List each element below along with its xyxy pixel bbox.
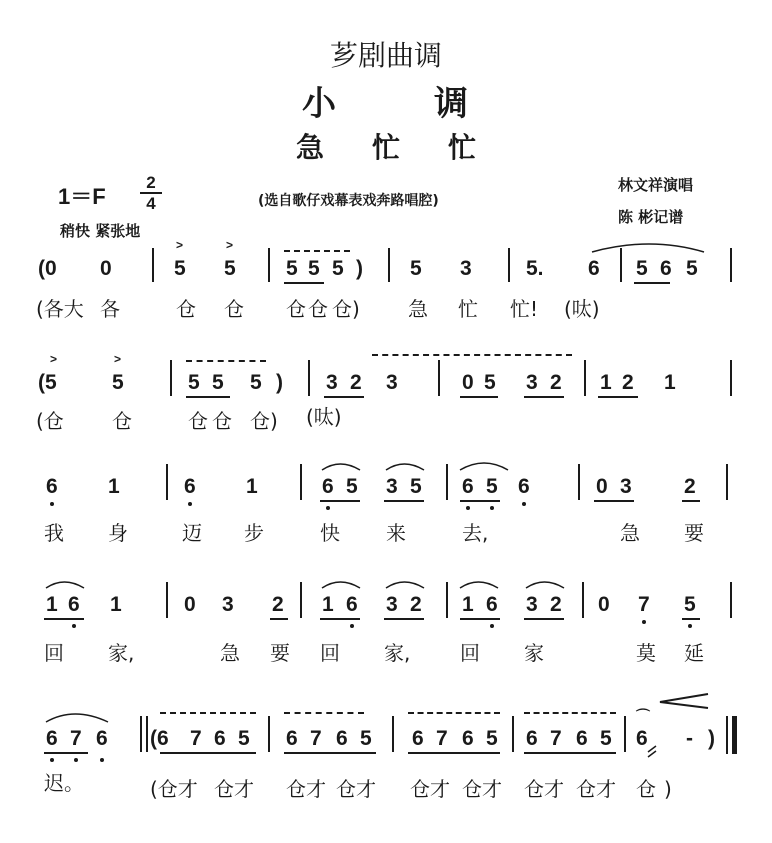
underline-beam: [682, 618, 700, 620]
underline-beam: [460, 500, 500, 502]
low-octave-dot: [188, 502, 192, 506]
title-char: 小: [302, 84, 338, 124]
note: 5: [410, 475, 422, 498]
slur-mark: [46, 714, 108, 722]
transcriber-credit: 陈 彬记谱: [618, 208, 684, 226]
note: 2: [550, 371, 562, 394]
note: 1: [664, 371, 676, 394]
lyric: 仓才: [524, 777, 564, 801]
note: 7: [550, 727, 562, 750]
time-signature: [140, 174, 162, 212]
low-octave-dot: [688, 624, 692, 628]
subtitle-char: 忙: [371, 131, 400, 164]
slur-mark: [526, 582, 564, 588]
barline: [152, 248, 154, 282]
lyric: 仓: [212, 409, 232, 433]
slur-mark: [460, 582, 498, 588]
slur-mark: [386, 464, 424, 470]
key-signature: 1＝F: [58, 184, 106, 209]
note: 6: [462, 727, 474, 750]
note: 5: [600, 727, 612, 750]
note: 0: [596, 475, 608, 498]
note: 5: [112, 371, 124, 394]
lyric: 迟。: [44, 771, 84, 795]
barline: [730, 582, 732, 618]
lyric: 急: [620, 521, 640, 545]
low-octave-dot: [466, 506, 470, 510]
underline-beam: [598, 396, 638, 398]
note: 6: [346, 593, 358, 616]
note: 2: [622, 371, 634, 394]
note: 5: [286, 257, 298, 280]
lyric: (各大: [36, 297, 84, 321]
barline: [730, 248, 732, 282]
song-title: [0, 76, 772, 125]
barline: [146, 716, 148, 752]
note: 5: [174, 257, 186, 280]
low-octave-dot: [490, 506, 494, 510]
note: 6: [660, 257, 672, 280]
underline-beam: [324, 396, 364, 398]
barline: [446, 464, 448, 500]
note: 0: [184, 593, 196, 616]
note: 5: [686, 257, 698, 280]
barline: [508, 248, 510, 282]
note: 2: [350, 371, 362, 394]
note: 5: [308, 257, 320, 280]
lyric: 仓: [176, 297, 196, 321]
underline-beam: [384, 500, 424, 502]
underline-beam: [524, 752, 616, 754]
barline: [446, 582, 448, 618]
barline: [578, 464, 580, 500]
low-octave-dot: [72, 624, 76, 628]
underline-beam: [284, 282, 324, 284]
note: 5.: [526, 257, 544, 280]
lyric: 回: [44, 641, 64, 665]
lyric: 要: [684, 521, 704, 545]
underline-beam: [460, 396, 498, 398]
time-sig-top: 2: [146, 173, 156, 192]
roll-mark: [284, 712, 364, 714]
note: (0: [38, 257, 57, 280]
barline: [438, 360, 440, 396]
note: 5: [486, 475, 498, 498]
note: 5: [636, 257, 648, 280]
note: -: [686, 727, 693, 750]
roll-mark: [160, 712, 256, 714]
lyric: 仓): [250, 409, 278, 433]
note: 6: [46, 475, 58, 498]
lyric: 家,: [108, 641, 135, 665]
lyric: 仓才: [286, 777, 326, 801]
slur-mark: [460, 463, 508, 470]
note: 3: [620, 475, 632, 498]
accent-mark: >: [176, 238, 184, 252]
accent-mark: >: [226, 238, 234, 252]
note: 1: [322, 593, 334, 616]
note: ): [708, 727, 715, 750]
final-barline: [732, 716, 737, 754]
barline: [582, 582, 584, 618]
roll-mark: [284, 250, 350, 252]
time-sig-bottom: 4: [146, 194, 156, 213]
barline: [268, 248, 270, 282]
barline: [170, 360, 172, 396]
genre-heading: 芗剧曲调: [329, 39, 442, 72]
slur-mark: [322, 464, 360, 470]
low-octave-dot: [100, 758, 104, 762]
roll-mark: [186, 360, 266, 362]
lyric: 仓: [286, 297, 306, 321]
note: (5: [38, 371, 57, 394]
lyric: 仓: [224, 297, 244, 321]
underline-beam: [524, 618, 564, 620]
lyric: ): [664, 777, 672, 801]
lyric: 要: [270, 641, 290, 665]
underline-beam: [460, 618, 500, 620]
song-subtitle: [0, 126, 772, 166]
barline: [300, 464, 302, 500]
lyric: 步: [244, 521, 264, 545]
note: 6: [486, 593, 498, 616]
title-char: 调: [434, 84, 470, 124]
lyric: 家,: [384, 641, 411, 665]
note: 6: [576, 727, 588, 750]
note: (6: [150, 727, 169, 750]
note: 3: [386, 475, 398, 498]
note: 6: [526, 727, 538, 750]
underline-beam: [44, 752, 88, 754]
lyric: 回: [320, 641, 340, 665]
note: 1: [46, 593, 58, 616]
underline-beam: [384, 618, 424, 620]
note: 2: [272, 593, 284, 616]
note: 6: [214, 727, 226, 750]
lyric: 迈: [182, 521, 202, 545]
accent-mark: >: [50, 352, 58, 366]
lyric: 身: [108, 521, 128, 545]
low-octave-dot: [490, 624, 494, 628]
barline: [166, 464, 168, 500]
underline-beam: [594, 500, 634, 502]
note: 5: [238, 727, 250, 750]
barline: [620, 248, 622, 282]
lyric: 去,: [462, 521, 489, 545]
low-octave-dot: [74, 758, 78, 762]
note: 2: [550, 593, 562, 616]
lyric: 仓: [112, 409, 132, 433]
note: 3: [386, 371, 398, 394]
underline-beam: [186, 396, 230, 398]
roll-mark: [372, 354, 572, 356]
roll-mark: [524, 712, 616, 714]
note: ): [356, 257, 363, 280]
note: 1: [462, 593, 474, 616]
low-octave-dot: [350, 624, 354, 628]
final-barline: [726, 716, 728, 754]
low-octave-dot: [50, 758, 54, 762]
note: 3: [526, 593, 538, 616]
decrescendo-hairpin: [660, 694, 708, 708]
barline: [584, 360, 586, 396]
barline: [308, 360, 310, 396]
barline: [166, 582, 168, 618]
barline: [624, 716, 626, 752]
slur-mark: [592, 244, 704, 252]
lyric: 仓才: [336, 777, 376, 801]
note: 6: [412, 727, 424, 750]
lyric: 仓才: [214, 777, 254, 801]
note: 6: [322, 475, 334, 498]
note: 0: [598, 593, 610, 616]
source-note: (选自歌仔戏幕表戏奔路唱腔): [258, 193, 439, 209]
note: 5: [346, 475, 358, 498]
underline-beam: [320, 618, 360, 620]
slur-mark: [386, 582, 424, 588]
slur-mark: [322, 582, 360, 588]
lyric: 莫: [636, 641, 656, 665]
lyric: 来: [386, 521, 406, 545]
note: 5: [212, 371, 224, 394]
lyric: 各: [100, 297, 120, 321]
note: 6: [588, 257, 600, 280]
note: 1: [246, 475, 258, 498]
note: 3: [326, 371, 338, 394]
note: 6: [46, 727, 58, 750]
note: 6: [96, 727, 108, 750]
lyric: 快: [320, 521, 340, 545]
note: 2: [410, 593, 422, 616]
note: 5: [360, 727, 372, 750]
note: 7: [436, 727, 448, 750]
lyric: (仓才: [150, 777, 198, 801]
barline: [512, 716, 514, 752]
note: 1: [600, 371, 612, 394]
underline-beam: [320, 500, 360, 502]
note: 1: [110, 593, 122, 616]
note: 0: [100, 257, 112, 280]
note: 5: [332, 257, 344, 280]
note: 7: [190, 727, 202, 750]
subtitle-char: 忙: [448, 131, 477, 164]
note: 5: [684, 593, 696, 616]
note: 5: [188, 371, 200, 394]
note: 3: [526, 371, 538, 394]
subtitle-char: 急: [295, 131, 324, 164]
tremolo-mark: [648, 746, 656, 757]
underline-beam: [270, 618, 288, 620]
lyric: 仓): [332, 297, 360, 321]
underline-beam: [284, 752, 376, 754]
underline-beam: [160, 752, 256, 754]
note: 3: [386, 593, 398, 616]
lyric: 回: [460, 641, 480, 665]
accent-mark: >: [114, 352, 122, 366]
barline: [730, 360, 732, 396]
underline-beam: [44, 618, 84, 620]
lyric: 仓才: [462, 777, 502, 801]
slur-mark: [46, 582, 84, 588]
note: 5: [250, 371, 262, 394]
singer-credit: 林文祥演唱: [618, 176, 694, 194]
low-octave-dot: [326, 506, 330, 510]
note: 7: [70, 727, 82, 750]
underline-beam: [524, 396, 564, 398]
note: 6: [286, 727, 298, 750]
note: 6: [184, 475, 196, 498]
note: ): [276, 371, 283, 394]
note: 5: [410, 257, 422, 280]
note: 6: [336, 727, 348, 750]
underline-beam: [682, 500, 700, 502]
note: 1: [108, 475, 120, 498]
lyric: 急: [220, 641, 240, 665]
note: 6: [68, 593, 80, 616]
barline: [300, 582, 302, 618]
underline-beam: [408, 752, 500, 754]
fermata-icon: ⌒: [636, 708, 650, 724]
note: 5: [484, 371, 496, 394]
lyric: 仓: [188, 409, 208, 433]
note: 7: [310, 727, 322, 750]
barline: [388, 248, 390, 282]
barline: [268, 716, 270, 752]
barline: [392, 716, 394, 752]
lyric: 忙: [458, 297, 478, 321]
tempo-marking: 稍快 紧张地: [60, 222, 141, 240]
note: 3: [222, 593, 234, 616]
lyric: 仓才: [410, 777, 450, 801]
note: 2: [684, 475, 696, 498]
barline: [726, 464, 728, 500]
note: 6: [462, 475, 474, 498]
note: 3: [460, 257, 472, 280]
lyric: 我: [44, 521, 64, 545]
lyric: 急: [408, 297, 428, 321]
note: 6: [636, 727, 648, 750]
note: 0: [462, 371, 474, 394]
lyric: 仓才: [576, 777, 616, 801]
underline-beam: [634, 282, 670, 284]
lyric: 仓: [308, 297, 328, 321]
low-octave-dot: [522, 502, 526, 506]
note: 5: [486, 727, 498, 750]
roll-mark: [408, 712, 500, 714]
lyric: 家: [524, 641, 544, 665]
low-octave-dot: [50, 502, 54, 506]
note: 7: [638, 593, 650, 616]
low-octave-dot: [642, 620, 646, 624]
barline: [140, 716, 142, 752]
lyric: (呔): [306, 405, 342, 429]
lyric: 忙!: [510, 297, 539, 321]
lyric: 延: [684, 641, 704, 665]
lyric: (仓: [36, 409, 64, 433]
lyric: (呔): [564, 297, 600, 321]
lyric: 仓: [636, 777, 656, 801]
note: 5: [224, 257, 236, 280]
note: 6: [518, 475, 530, 498]
